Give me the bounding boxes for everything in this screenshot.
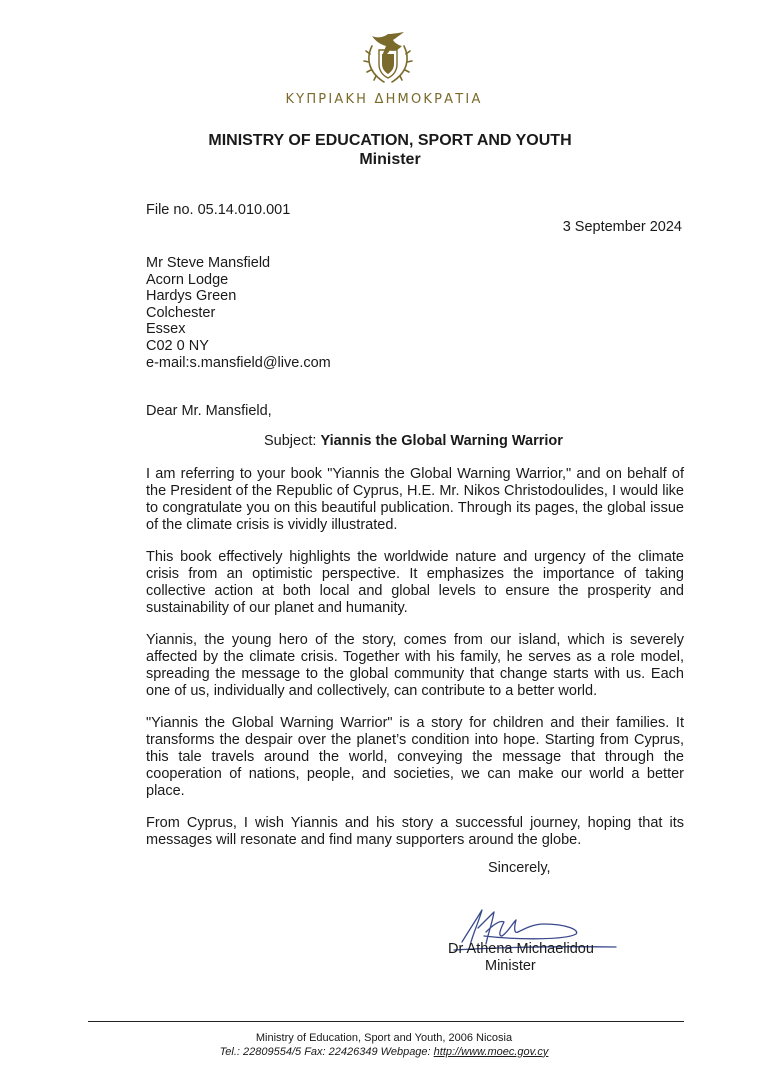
recipient-address — [146, 255, 331, 371]
footer-address: Ministry of Education, Sport and Youth, 2006 Nicosia — [255, 1032, 513, 1044]
subject-title: Yiannis the Global Warning Warrior — [320, 433, 563, 449]
body-paragraph: From Cyprus, I wish Yiannis and his story a successful journey, hoping that its messages will resonate and find many supporters around the globe. — [146, 815, 684, 849]
signer-block — [448, 941, 594, 975]
letter-body — [146, 466, 684, 865]
footer-contacts — [0, 1046, 768, 1060]
footer-divider — [88, 1021, 684, 1022]
body-paragraph: Yiannis, the young hero of the story, comes from our island, which is severely affected by the climate crisis. Together with his family, he serves as a role model, spreading the message to the global community that change starts with us. Each one of us, individually and collectively, can contribute to a better world. — [146, 632, 684, 699]
ministry-name: MINISTRY OF EDUCATION, SPORT AND YOUTH — [208, 132, 572, 149]
ministry-heading — [0, 131, 768, 169]
address-line: C02 0 NY — [146, 337, 209, 354]
letter-date: 3 September 2024 — [562, 219, 682, 235]
address-line: Mr Steve Mansfield — [146, 255, 271, 271]
office-title: Minister — [359, 151, 421, 168]
address-line: Colchester — [146, 304, 216, 321]
signer-name: Dr Athena Michaelidou — [448, 941, 594, 957]
signer-title: Minister — [485, 958, 536, 974]
body-paragraph: This book effectively highlights the worldwide nature and urgency of the climate crisis from an optimistic perspective. It emphasizes the importance of taking collective action at both local and global levels to ensure the prosperity and sustainability of our planet and humanity. — [146, 549, 684, 616]
subject-line — [264, 433, 563, 449]
website-link[interactable]: http://www.moec.gov.cy — [433, 1045, 549, 1058]
subject-label: Subject: — [264, 433, 317, 449]
closing: Sincerely, — [488, 860, 551, 876]
address-line: Essex — [146, 321, 186, 338]
recipient-email: e-mail:s.mansfield@live.com — [146, 354, 331, 371]
address-line: Acorn Lodge — [146, 271, 229, 288]
coat-of-arms-icon — [358, 26, 418, 88]
footer-phone-fax: Tel.: 22809554/5 Fax: 22426349 Webpage: — [219, 1045, 434, 1058]
republic-name: ΚΥΠΡΙΑΚΗ ΔΗΜΟΚΡΑΤΙΑ — [285, 92, 483, 107]
address-line: Hardys Green — [146, 288, 237, 305]
footer — [0, 1032, 768, 1059]
file-number: File no. 05.14.010.001 — [146, 202, 291, 218]
body-paragraph: I am referring to your book "Yiannis the Global Warning Warrior," and on behalf of the President of the Republic of Cyprus, H.E. Mr. Nikos Christodoulides, I would like to congratulate you on this beautiful publication. Through its pages, the global issue of the climate crisis is vividly illustrated. — [146, 466, 684, 533]
salutation: Dear Mr. Mansfield, — [146, 403, 272, 419]
body-paragraph: "Yiannis the Global Warning Warrior" is a story for children and their families. It transforms the despair over the planet’s condition into hope. Starting from Cyprus, this tale travels around the world, conveying the message that through the cooperation of nations, people, and societies, we can make our world a better place. — [146, 715, 684, 799]
